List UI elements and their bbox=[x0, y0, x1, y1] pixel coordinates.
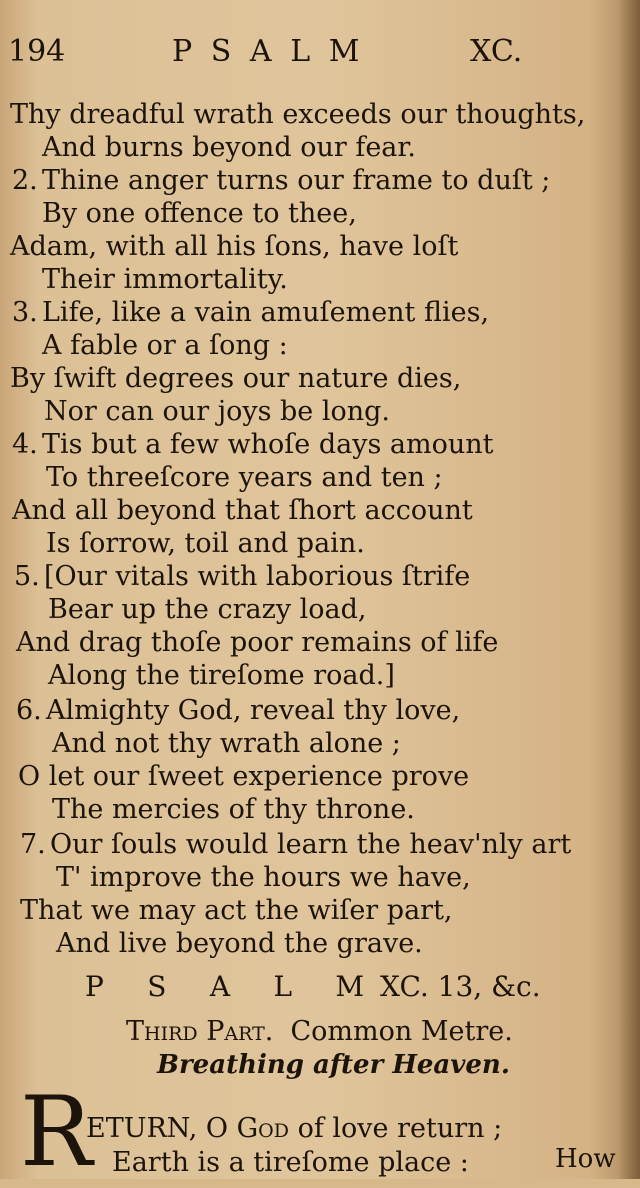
verse-line: 4. Tis but a few whoſe days amount bbox=[12, 429, 494, 460]
psalm-title-numeral: XC. 13, &c. bbox=[380, 970, 541, 1003]
stanza-number: 4. bbox=[12, 429, 38, 460]
verse-line: And burns beyond our fear. bbox=[42, 132, 416, 163]
verse-line: O let our ſweet experience prove bbox=[18, 761, 470, 792]
stanza-number: 2. bbox=[12, 165, 38, 196]
psalm-title: PSALM bbox=[85, 970, 408, 1003]
verse-line: Thy dreadful wrath exceeds our thoughts, bbox=[10, 99, 586, 130]
verse-line: The mercies of thy throne. bbox=[52, 794, 415, 825]
verse-line: Earth is a tireſome place : bbox=[112, 1147, 469, 1178]
verse-line: By ſwift degrees our nature dies, bbox=[10, 363, 462, 394]
verse-line: T' improve the hours we have, bbox=[56, 862, 471, 893]
stanza-number: 6. bbox=[16, 695, 42, 726]
running-header bbox=[0, 34, 640, 78]
verse-line: Bear up the crazy load, bbox=[48, 594, 367, 625]
verse-line: 7. Our ſouls would learn the heav'nly art bbox=[20, 829, 572, 860]
verse-line: And all beyond that ſhort account bbox=[12, 495, 473, 526]
verse-line: 2. Thine anger turns our frame to duſt ; bbox=[12, 165, 551, 196]
verse-line: Their immortality. bbox=[42, 264, 288, 295]
page-number: 194 bbox=[8, 34, 66, 69]
verse-line: ETURN, O God of love return ; bbox=[86, 1113, 503, 1144]
stanza-number: 5. bbox=[14, 561, 40, 592]
verse-line: And live beyond the grave. bbox=[56, 928, 423, 959]
verse-line: By one offence to thee, bbox=[42, 198, 357, 229]
catchword: How bbox=[555, 1144, 616, 1174]
verse-line: And not thy wrath alone ; bbox=[52, 728, 401, 759]
running-title-numeral: XC. bbox=[470, 34, 523, 69]
verse-line: A fable or a ſong : bbox=[42, 330, 288, 361]
stanza-number: 3. bbox=[12, 297, 38, 328]
verse-line: 6. Almighty God, reveal thy love, bbox=[16, 695, 461, 726]
verse-line: Along the tireſome road.] bbox=[48, 660, 395, 691]
running-title: PSALM bbox=[172, 34, 379, 69]
verse-line: 3. Life, like a vain amuſement flies, bbox=[12, 297, 490, 328]
stanza-number: 7. bbox=[20, 829, 46, 860]
verse-line: 5. [Our vitals with laborious ſtrife bbox=[14, 561, 471, 592]
psalm-subtitle: Breathing after Heaven. bbox=[157, 1050, 510, 1080]
verse-line: Is ſorrow, toil and pain. bbox=[46, 528, 365, 559]
part-heading: Third Part. Common Metre. bbox=[126, 1016, 513, 1047]
drop-cap: R bbox=[20, 1076, 93, 1188]
verse-line: To threeſcore years and ten ; bbox=[46, 462, 443, 493]
verse-line: Adam, with all his ſons, have loſt bbox=[10, 231, 459, 262]
verse-line: Nor can our joys be long. bbox=[44, 396, 391, 427]
verse-line: That we may act the wiſer part, bbox=[20, 895, 453, 926]
page-edge-shadow bbox=[618, 0, 640, 1179]
verse-line: And drag thoſe poor remains of life bbox=[16, 627, 499, 658]
